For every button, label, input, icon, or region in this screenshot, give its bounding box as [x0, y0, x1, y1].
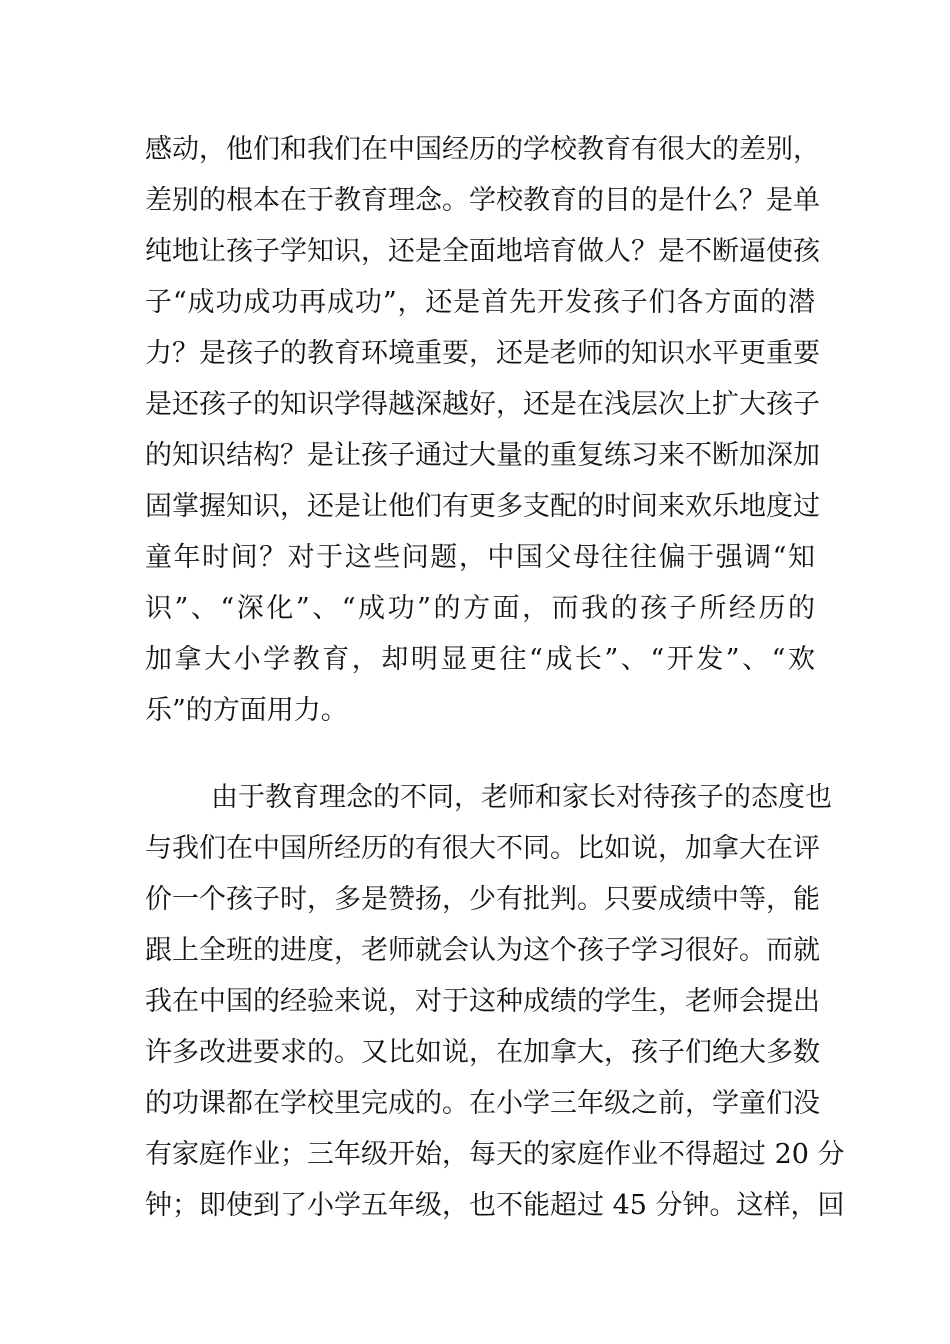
text-line: 固掌握知识，还是让他们有更多支配的时间来欢乐地度过 — [145, 491, 820, 522]
text-line: 力？是孩子的教育环境重要，还是老师的知识水平更重要 — [145, 338, 820, 369]
text-line: 由于教育理念的不同，老师和家长对待孩子的态度也 — [211, 782, 832, 813]
paragraph-1 — [145, 124, 820, 736]
text-line: 是还孩子的知识学得越深越好，还是在浅层次上扩大孩子 — [145, 389, 820, 420]
text-line: 子“成功成功再成功”，还是首先开发孩子们各方面的潜 — [145, 287, 815, 318]
text-line: 感动，他们和我们在中国经历的学校教育有很大的差别， — [145, 134, 820, 165]
text-line: 跟上全班的进度，老师就会认为这个孩子学习很好。而就 — [145, 935, 820, 966]
text-line: 纯地让孩子学知识，还是全面地培育做人？是不断逼使孩 — [145, 236, 820, 267]
text-line: 的功课都在学校里完成的。在小学三年级之前，学童们没 — [145, 1088, 820, 1119]
text-line: 童年时间？对于这些问题，中国父母往往偏于强调“知 — [145, 542, 815, 573]
text-line: 差别的根本在于教育理念。学校教育的目的是什么？是单 — [145, 185, 820, 216]
text-line: 有家庭作业；三年级开始，每天的家庭作业不得超过 20 分 — [145, 1139, 845, 1170]
text-line: 我在中国的经验来说，对于这种成绩的学生，老师会提出 — [145, 986, 820, 1017]
text-line: 与我们在中国所经历的有很大不同。比如说，加拿大在评 — [145, 833, 820, 864]
text-line: 钟；即使到了小学五年级，也不能超过 45 分钟。这样，回 — [145, 1190, 845, 1221]
paragraph-2 — [145, 772, 845, 1231]
text-line: 价一个孩子时，多是赞扬，少有批判。只要成绩中等，能 — [145, 884, 820, 915]
text-line: 许多改进要求的。又比如说，在加拿大，孩子们绝大多数 — [145, 1037, 820, 1068]
text-line: 识”、“深化”、“成功”的方面，而我的孩子所经历的 — [145, 593, 815, 624]
text-line: 加拿大小学教育，却明显更往“成长”、“开发”、“欢 — [145, 644, 815, 675]
text-line: 的知识结构？是让孩子通过大量的重复练习来不断加深加 — [145, 440, 820, 471]
text-line: 乐”的方面用力。 — [145, 695, 348, 726]
